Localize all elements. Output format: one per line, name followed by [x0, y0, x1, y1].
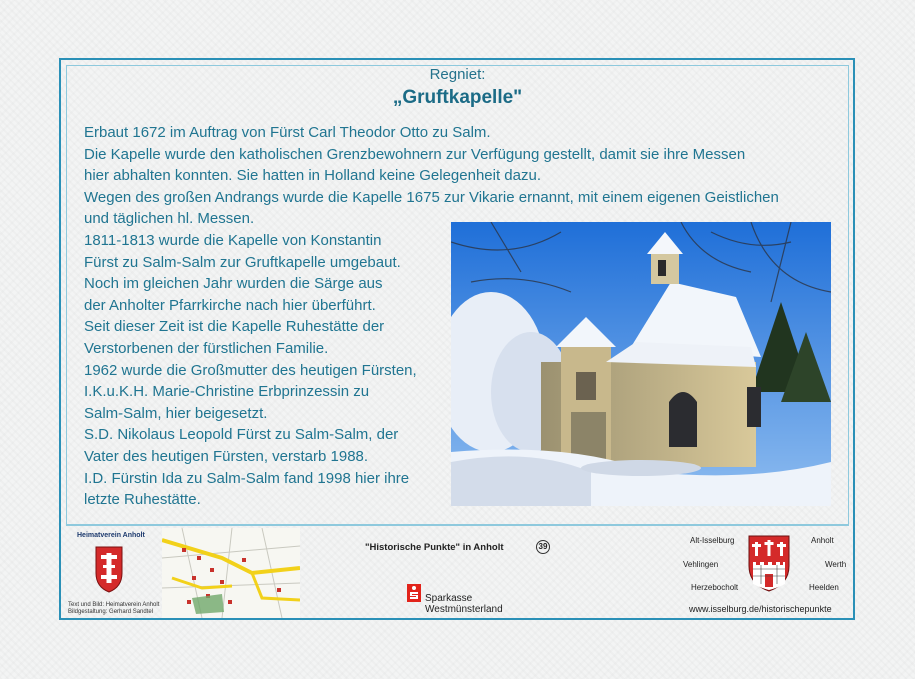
text-line: I.D. Fürstin Ida zu Salm-Salm fand 1998 hier ihre	[84, 469, 410, 487]
location-subtitle: Regniet:	[429, 66, 486, 83]
text-credit: Text und Bild: Heimatverein Anholt	[68, 602, 160, 608]
text-line: letzte Ruhestätte.	[84, 491, 201, 509]
locator-map	[162, 528, 300, 623]
text-line: Wegen des großen Andrangs wurde die Kapelle 1675 zur Vikarie ernannt, mit einem eigenen Geistlichen	[84, 188, 779, 206]
text-line: hier abhalten konnten. Sie hatten in Holland keine Gelegenheit dazu.	[84, 167, 541, 185]
town-herzebocholt: Herzebocholt	[691, 583, 739, 592]
anholt-crest-icon	[94, 545, 124, 598]
text-line: 1962 wurde die Großmutter des heutigen Fürsten,	[84, 361, 417, 379]
text-line: I.K.u.K.H. Marie-Christine Erbprinzessin zu	[84, 383, 370, 401]
text-line: Salm-Salm, hier beigesetzt.	[84, 404, 268, 422]
sponsor-name-line2: Westmünsterland	[425, 604, 503, 615]
text-line: Fürst zu Salm-Salm zur Gruftkapelle umgebaut.	[84, 253, 401, 271]
text-line: S.D. Nikolaus Leopold Fürst zu Salm-Salm, der	[84, 426, 399, 444]
text-line: und täglichen hl. Messen.	[84, 210, 255, 228]
text-line: Verstorbenen der fürstlichen Familie.	[84, 339, 329, 357]
text-line: Seit dieser Zeit ist die Kapelle Ruhestätte der	[84, 318, 385, 336]
heimatverein-name: Heimatverein Anholt	[77, 532, 145, 539]
town-heelden: Heelden	[809, 583, 839, 592]
design-credit: Bildgestaltung: Gerhard Sandtel	[68, 609, 154, 615]
footer-divider	[66, 525, 849, 526]
town-anholt: Anholt	[811, 536, 834, 545]
point-number-badge: 39	[536, 540, 550, 554]
town-alt-isselburg: Alt-Isselburg	[690, 536, 735, 545]
text-line: Erbaut 1672 im Auftrag von Fürst Carl Theodor Otto zu Salm.	[84, 124, 491, 141]
sparkasse-logo-icon	[407, 584, 421, 607]
text-line: 1811-1813 wurde die Kapelle von Konstantin	[84, 231, 382, 249]
text-line: Die Kapelle wurde den katholischen Grenzbewohnern zur Verfügung gestellt, damit sie ihre Messen	[84, 145, 746, 163]
text-line: Vater des heutigen Fürsten, verstarb 1988.	[84, 447, 369, 465]
town-vehlingen: Vehlingen	[683, 560, 719, 569]
page-title: „Gruftkapelle"	[392, 87, 523, 108]
text-line: der Anholter Pfarrkirche nach hier überführt.	[84, 296, 376, 314]
website-url: www.isselburg.de/historischepunkte	[689, 604, 832, 614]
isselburg-crest-icon	[747, 534, 791, 597]
sponsor-name-line1: Sparkasse	[425, 593, 473, 604]
series-label: "Historische Punkte" in Anholt	[365, 542, 504, 553]
chapel-photo	[451, 222, 831, 506]
town-werth: Werth	[825, 560, 847, 569]
text-line: Noch im gleichen Jahr wurden die Särge aus	[84, 275, 383, 293]
